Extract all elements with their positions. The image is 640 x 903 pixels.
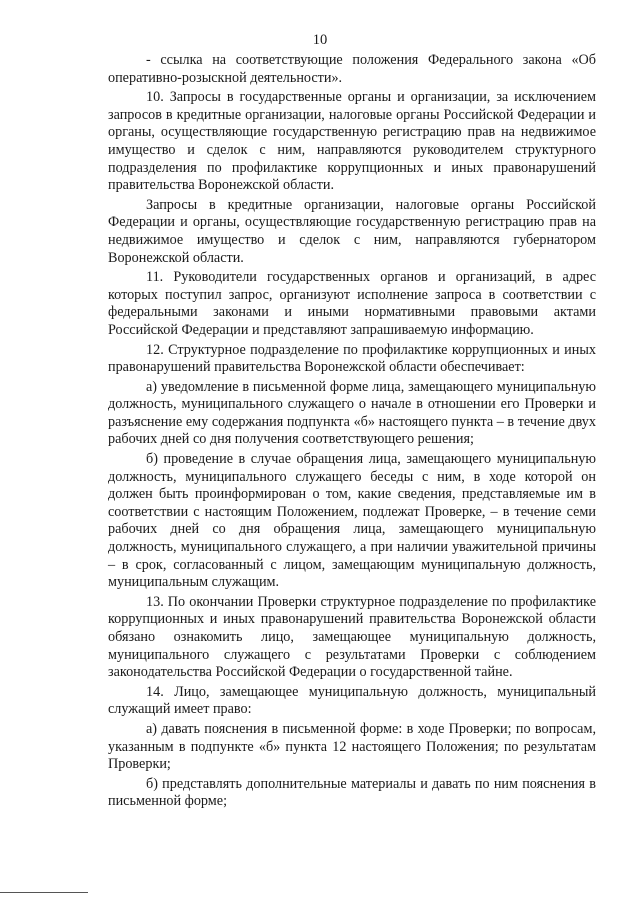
scan-edge-line bbox=[0, 892, 88, 893]
paragraph-12-b: б) проведение в случае обращения лица, замещающего муниципальную должность, муниципального служащего беседы с ним, в ходе которой он должен быть проинформирован о том, какие сведения, представляемые им в соответствии с настоящим Положением, подлежат Проверке, – в течение семи рабочих дней со дня обращения лица, замещающего муниципальную должность, муниципального служащего, а при наличии уважительной причины – в срок, согласованный с лицом, замещающим муниципальную должность, муниципальным служащим. bbox=[108, 451, 596, 591]
paragraph-12-a: а) уведомление в письменной форме лица, замещающего муниципальную должность, муниципального служащего о начале в отношении его Проверки и разъяснение ему содержания подпункта «б» настоящего пункта – в течение двух рабочих дней со дня получения соответствующего решения; bbox=[108, 378, 596, 448]
paragraph-12: 12. Структурное подразделение по профилактике коррупционных и иных правонарушений правительства Воронежской области обеспечивает: bbox=[108, 341, 596, 376]
page-number: 10 bbox=[312, 32, 328, 48]
paragraph-10-requests: Запросы в кредитные организации, налоговые органы Российской Федерации и органы, осуществляющие государственную регистрацию прав на недвижимое имущество и сделок с ним, направляются губернатором Воронежской области. bbox=[108, 196, 596, 266]
paragraph-14: 14. Лицо, замещающее муниципальную должность, муниципальный служащий имеет право: bbox=[108, 683, 596, 718]
document-body bbox=[108, 52, 596, 813]
paragraph-10: 10. Запросы в государственные органы и организации, за исключением запросов в кредитные организации, налоговые органы Российской Федерации и органы, осуществляющие государственную регистрацию прав на недвижимое имущество и сделок с ним, направляются руководителем структурного подразделения по профилактике коррупционных и иных правонарушений правительства Воронежской области. bbox=[108, 89, 596, 194]
paragraph-14-a: а) давать пояснения в письменной форме: в ходе Проверки; по вопросам, указанным в подпункте «б» пункта 12 настоящего Положения; по результатам Проверки; bbox=[108, 720, 596, 773]
paragraph-link-reference: - ссылка на соответствующие положения Федерального закона «Об оперативно-розыскной деятельности». bbox=[108, 52, 596, 86]
paragraph-11: 11. Руководители государственных органов и организаций, в адрес которых поступил запрос, организуют исполнение запроса в соответствии с федеральными законами и иными нормативными правовыми актами Российской Федерации и представляют запрашиваемую информацию. bbox=[108, 269, 596, 338]
paragraph-14-b: б) представлять дополнительные материалы и давать по ним пояснения в письменной форме; bbox=[108, 775, 596, 810]
paragraph-13: 13. По окончании Проверки структурное подразделение по профилактике коррупционных и иных правонарушений правительства Воронежской области обязано ознакомить лицо, замещающее муниципальную должность, муниципального служащего с результатами Проверки с соблюдением законодательства Российской Федерации о государственной тайне. bbox=[108, 593, 596, 681]
